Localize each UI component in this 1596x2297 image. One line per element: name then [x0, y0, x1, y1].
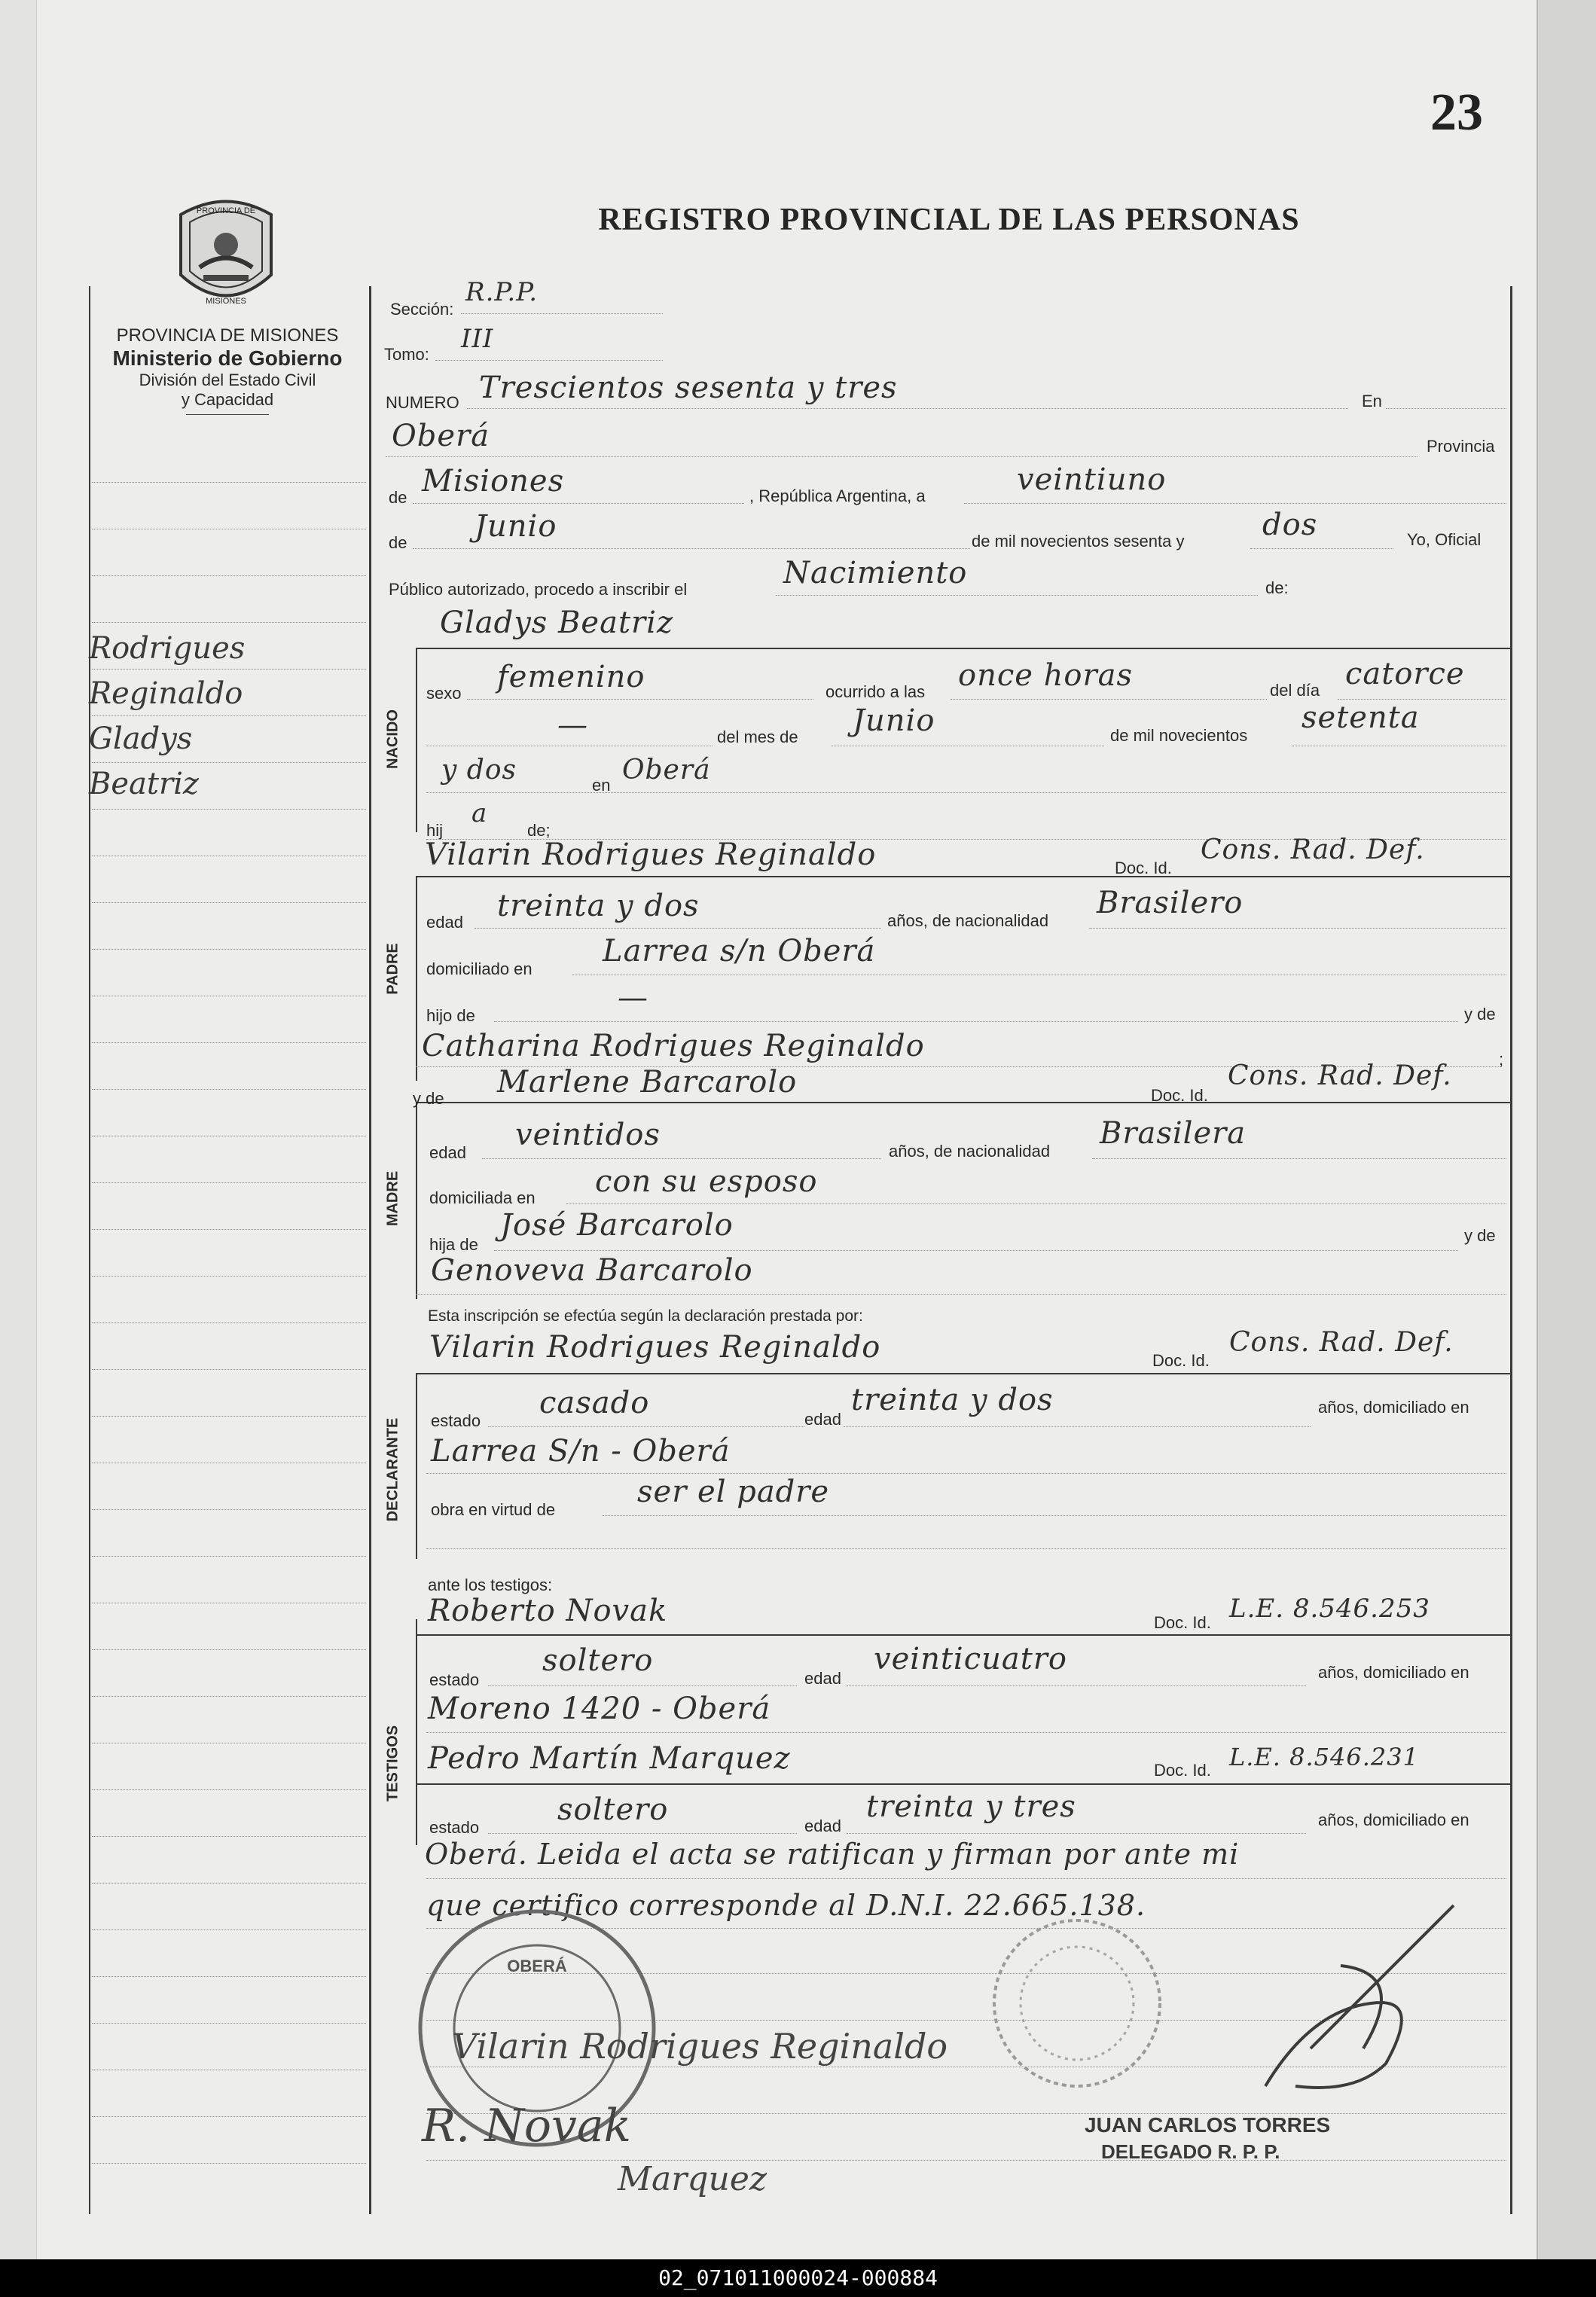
margin-note-line2: Reginaldo — [89, 676, 243, 711]
value-decl-doc: Cons. Rad. Def. — [1229, 1327, 1454, 1358]
label-en: En — [1362, 392, 1382, 410]
dots-hija-de — [494, 1250, 1458, 1251]
value-nombre: Gladys Beatriz — [440, 606, 674, 640]
label-edad-padre: edad — [426, 913, 463, 932]
section-label-madre: MADRE — [384, 1170, 401, 1227]
margin-rule-line — [92, 622, 366, 623]
left-margin-line — [89, 286, 90, 2214]
label-anos-dom-t2: años, domiciliado en — [1318, 1810, 1469, 1829]
margin-rule-line — [92, 2023, 366, 2024]
label-de-mil-nov: de mil novecientos — [1110, 726, 1248, 745]
label-dom-padre: domiciliado en — [426, 959, 533, 978]
stamp-officer-name: JUAN CARLOS TORRES — [1085, 2113, 1331, 2137]
dots-madre-dom — [566, 1203, 1506, 1204]
label-edad-madre: edad — [429, 1143, 466, 1162]
signature-testigo-1: R. Novak — [422, 2100, 631, 2152]
value-dia-insc: veintiuno — [1017, 462, 1167, 497]
label-nac-madre: años, de nacionalidad — [889, 1142, 1051, 1161]
value-madre-nac: Brasilera — [1100, 1116, 1247, 1151]
value-dia-nac: catorce — [1345, 657, 1465, 691]
margin-note-line3: Gladys — [89, 721, 193, 756]
section-label-nacido: NACIDO — [384, 709, 401, 769]
dots-t2-edad — [847, 1833, 1306, 1834]
value-padre-nombre: Vilarin Rodrigues Reginaldo — [425, 837, 877, 872]
dots-t1-edad — [847, 1685, 1306, 1686]
value-tomo: III — [461, 324, 494, 354]
margin-rule-line — [92, 902, 366, 903]
label-doc-t1: Doc. Id. — [1154, 1613, 1211, 1632]
label-de-provincia: de — [389, 488, 407, 507]
dots-closing-1 — [426, 1878, 1506, 1879]
main-frame-right — [1510, 286, 1512, 2214]
margin-rule-line — [92, 1369, 366, 1370]
section-bar-madre — [416, 1103, 417, 1299]
stamp-officer-role: DELEGADO R. P. P. — [1101, 2140, 1280, 2163]
dots-t1-dom — [426, 1732, 1506, 1733]
label-sexo: sexo — [426, 684, 462, 703]
dots-t2-estado — [488, 1833, 797, 1834]
margin-note-line4: Beatriz — [89, 767, 199, 801]
issuer-capacity: y Capacidad — [181, 390, 274, 409]
label-del-dia: del día — [1270, 681, 1320, 700]
value-numero: Trescientos sesenta y tres — [479, 371, 898, 405]
margin-rule-line — [92, 1929, 366, 1930]
margin-rule-line — [92, 1696, 366, 1697]
dots-tomo — [435, 360, 663, 361]
dots-decl-estado — [488, 1426, 804, 1427]
value-t1-edad: veinticuatro — [874, 1642, 1067, 1676]
margin-rule-line — [92, 1089, 366, 1090]
margin-rule-line — [92, 809, 366, 810]
value-decl-edad: treinta y dos — [851, 1383, 1054, 1417]
margin-rule-line — [92, 1649, 366, 1650]
value-anio-insc: dos — [1262, 508, 1318, 542]
label-numero: NUMERO — [386, 393, 459, 412]
label-edad-t1: edad — [804, 1669, 841, 1688]
margin-rule-line — [92, 2163, 366, 2164]
dots-dia-insc — [964, 503, 1506, 504]
value-hora: once horas — [958, 658, 1133, 693]
label-en-nac: en — [592, 776, 611, 795]
rule-padre-top — [416, 876, 1510, 877]
label-seccion: Sección: — [390, 300, 454, 319]
label-de-mil: de mil novecientos sesenta y — [972, 532, 1185, 551]
office-seal-right-icon — [987, 1913, 1167, 2094]
label-yo-oficial: Yo, Oficial — [1407, 530, 1482, 549]
value-decl-dom: Larrea S/n - Oberá — [431, 1434, 731, 1469]
section-bar-declarante — [416, 1374, 417, 1559]
label-anos-dom-decl: años, domiciliado en — [1318, 1398, 1469, 1417]
svg-text:MISIONES: MISIONES — [206, 297, 246, 306]
value-decl-obra: ser el padre — [637, 1475, 830, 1509]
value-lugar-nac: Oberá — [622, 755, 711, 785]
value-madre-nombre: Marlene Barcarolo — [497, 1065, 798, 1100]
value-t2-nombre: Pedro Martín Marquez — [428, 1741, 791, 1776]
margin-rule-line — [92, 1883, 366, 1884]
label-anos-dom-t1: años, domiciliado en — [1318, 1663, 1469, 1682]
label-del-mes: del mes de — [717, 728, 798, 746]
value-t1-doc: L.E. 8.546.253 — [1229, 1594, 1430, 1624]
label-esta-inscripcion: Esta inscripción se efectúa según la declaración prestada por: — [428, 1307, 863, 1325]
section-label-padre: PADRE — [384, 943, 401, 995]
value-sexo: femenino — [497, 660, 645, 694]
value-padre-dom: Larrea s/n Oberá — [603, 934, 876, 969]
value-acto: Nacimiento — [783, 556, 968, 590]
document-title: REGISTRO PROVINCIAL DE LAS PERSONAS — [598, 203, 1300, 237]
value-t1-nombre: Roberto Novak — [428, 1594, 668, 1628]
margin-rule-line — [92, 2116, 366, 2117]
margin-rule-line — [92, 1322, 366, 1323]
label-de-acto: de: — [1265, 578, 1289, 597]
svg-text:PROVINCIA DE: PROVINCIA DE — [196, 206, 256, 215]
label-tomo: Tomo: — [384, 345, 429, 364]
margin-rule-line — [92, 482, 366, 483]
value-t2-doc: L.E. 8.546.231 — [1229, 1743, 1419, 1771]
signature-officer-icon — [1160, 1898, 1476, 2094]
label-obra: obra en virtud de — [431, 1500, 556, 1519]
label-de-padres: de; — [527, 821, 551, 840]
margin-rule-line — [92, 715, 366, 716]
closing-line-1: Oberá. Leida el acta se ratifican y firman por ante mi — [425, 1838, 1240, 1871]
margin-rule-line — [92, 1976, 366, 1977]
dots-padre-edad — [475, 928, 881, 929]
value-padre-edad: treinta y dos — [497, 889, 700, 923]
label-doc-decl: Doc. Id. — [1152, 1351, 1210, 1370]
file-reference: 02_071011000024-000884 — [0, 2259, 1596, 2297]
value-padre-madre: Catharina Rodrigues Reginaldo — [422, 1029, 925, 1063]
label-estado-t1: estado — [429, 1670, 480, 1689]
dots-dia-nac — [1338, 699, 1506, 700]
dots-decl-dom — [426, 1473, 1506, 1474]
value-t1-dom: Moreno 1420 - Oberá — [428, 1691, 771, 1726]
label-republica: , República Argentina, a — [749, 487, 926, 505]
value-t2-edad: treinta y tres — [866, 1789, 1076, 1824]
value-padre-hijo-de: — — [618, 981, 648, 1015]
section-label-testigos: TESTIGOS — [384, 1725, 401, 1802]
value-padre-doc: Cons. Rad. Def. — [1201, 834, 1425, 865]
dots-sexo — [467, 699, 813, 700]
margin-rule-line — [92, 1416, 366, 1417]
label-ante-testigos: ante los testigos: — [428, 1576, 553, 1594]
section-bar-nacido — [416, 648, 417, 832]
value-lugar: Oberá — [392, 419, 490, 453]
dots-provincia — [413, 503, 744, 504]
signature-testigo-2: Marquez — [618, 2160, 767, 2198]
label-estado-decl: estado — [431, 1411, 481, 1430]
value-provincia: Misiones — [422, 464, 565, 499]
dots-t1-estado — [488, 1685, 797, 1686]
dots-acto — [776, 595, 1258, 596]
closing-line-2: que certifico corresponde al D.N.I. 22.665.138. — [426, 1889, 1146, 1922]
value-anio-nac-1: setenta — [1302, 700, 1420, 735]
label-semicolon: ; — [1499, 1050, 1504, 1069]
dots-hora — [951, 699, 1267, 700]
value-mes-nac: Junio — [853, 703, 935, 738]
value-mes-insc: Junio — [475, 509, 557, 544]
label-y-de-madre2: y de — [1464, 1226, 1496, 1245]
label-hija-de: hija de — [429, 1235, 478, 1254]
value-madre-edad: veintidos — [515, 1118, 661, 1152]
label-edad-decl: edad — [804, 1410, 841, 1429]
value-madre-dom: con su esposo — [595, 1164, 818, 1199]
page-number: 23 — [1430, 84, 1483, 142]
margin-rule-line — [92, 1182, 366, 1183]
rule-t1-top — [416, 1634, 1510, 1636]
label-estado-t2: estado — [429, 1818, 480, 1837]
margin-rule-line — [92, 1042, 366, 1043]
label-y-de-madre: y de — [413, 1089, 444, 1108]
dots-mes-insc — [413, 548, 970, 549]
label-y-de-padre: y de — [1464, 1005, 1496, 1023]
body-rule-line — [426, 2160, 1506, 2161]
value-seccion: R.P.P. — [465, 277, 538, 307]
value-decl-nombre: Vilarin Rodrigues Reginaldo — [429, 1330, 881, 1365]
margin-rule-line — [92, 1789, 366, 1790]
svg-text:OBERÁ: OBERÁ — [507, 1957, 567, 1975]
dots-anio-insc — [1250, 548, 1393, 549]
section-bar-padre — [416, 877, 417, 1081]
value-padre-nac: Brasilero — [1097, 886, 1244, 920]
section-bar-testigos — [416, 1619, 417, 1845]
provincial-seal-icon — [173, 192, 279, 313]
label-doc-madre: Doc. Id. — [1151, 1086, 1208, 1105]
issuer-province: PROVINCIA DE MISIONES — [116, 325, 339, 346]
binding-edge — [0, 0, 37, 2259]
value-madre-doc: Cons. Rad. Def. — [1228, 1060, 1452, 1091]
dots-seccion — [461, 313, 663, 314]
label-hijo-de: hijo de — [426, 1006, 475, 1025]
dots-hijo-de — [494, 1021, 1458, 1022]
margin-rule-line — [92, 1276, 366, 1277]
issuer-ministry: Ministerio de Gobierno — [112, 346, 343, 370]
section-label-declarante: DECLARANTE — [384, 1417, 401, 1522]
value-madre-padre: José Barcarolo — [500, 1208, 734, 1243]
dots-padre-nac — [1089, 928, 1506, 929]
dots-numero — [467, 408, 1348, 409]
rule-madre-top — [416, 1102, 1510, 1103]
dots-decl-extra — [426, 1548, 1506, 1549]
margin-rule-line — [92, 1556, 366, 1557]
value-guion-dia: — — [557, 708, 588, 743]
value-t1-estado: soltero — [542, 1643, 654, 1678]
margin-rule-line — [92, 1229, 366, 1230]
issuer-header — [84, 325, 371, 415]
dots-madre-nac — [1092, 1158, 1506, 1159]
rule-declarante-top — [416, 1373, 1510, 1374]
label-doc-padre: Doc. Id. — [1115, 859, 1172, 877]
margin-rule-line — [92, 762, 366, 763]
margin-rule-line — [92, 1509, 366, 1510]
value-t2-estado: soltero — [557, 1792, 669, 1827]
label-hij: hij — [426, 821, 444, 840]
margin-rule-line — [92, 575, 366, 576]
issuer-division: División del Estado Civil — [139, 371, 316, 389]
main-frame-left — [369, 286, 371, 2214]
signature-declarante: Vilarin Rodrigues Reginaldo — [452, 2026, 948, 2067]
issuer-rule — [186, 414, 269, 415]
dots-en — [1386, 408, 1506, 409]
label-edad-t2: edad — [804, 1817, 841, 1835]
margin-rule-line — [92, 949, 366, 950]
value-anio-nac-2: y dos — [441, 755, 517, 785]
value-madre-madre: Genoveva Barcarolo — [431, 1253, 753, 1288]
label-doc-t2: Doc. Id. — [1154, 1761, 1211, 1780]
margin-note-line1: Rodrigues — [89, 631, 246, 666]
next-page-edge — [1536, 0, 1596, 2259]
label-publico: Público autorizado, procedo a inscribir el — [389, 580, 688, 599]
dots-decl-edad — [844, 1426, 1311, 1427]
dots-madre-edad — [482, 1158, 881, 1159]
label-nac-padre: años, de nacionalidad — [887, 911, 1049, 930]
dots-decl-obra — [603, 1515, 1506, 1516]
label-ocurrido: ocurrido a las — [825, 682, 926, 701]
dots-madre-madre — [416, 1294, 1506, 1295]
label-provincia: Provincia — [1427, 437, 1495, 456]
rule-t2-top — [416, 1783, 1510, 1785]
rule-nacido-top — [416, 648, 1510, 649]
label-de-mes: de — [389, 533, 407, 552]
dots-lugar — [386, 456, 1417, 457]
label-dom-madre: domiciliada en — [429, 1188, 536, 1207]
margin-rule-line — [92, 1836, 366, 1837]
value-decl-estado: casado — [539, 1386, 650, 1420]
dots-lugar-nac — [426, 792, 1506, 793]
value-hij-suffix: a — [471, 798, 488, 828]
margin-rule-line — [92, 669, 366, 670]
